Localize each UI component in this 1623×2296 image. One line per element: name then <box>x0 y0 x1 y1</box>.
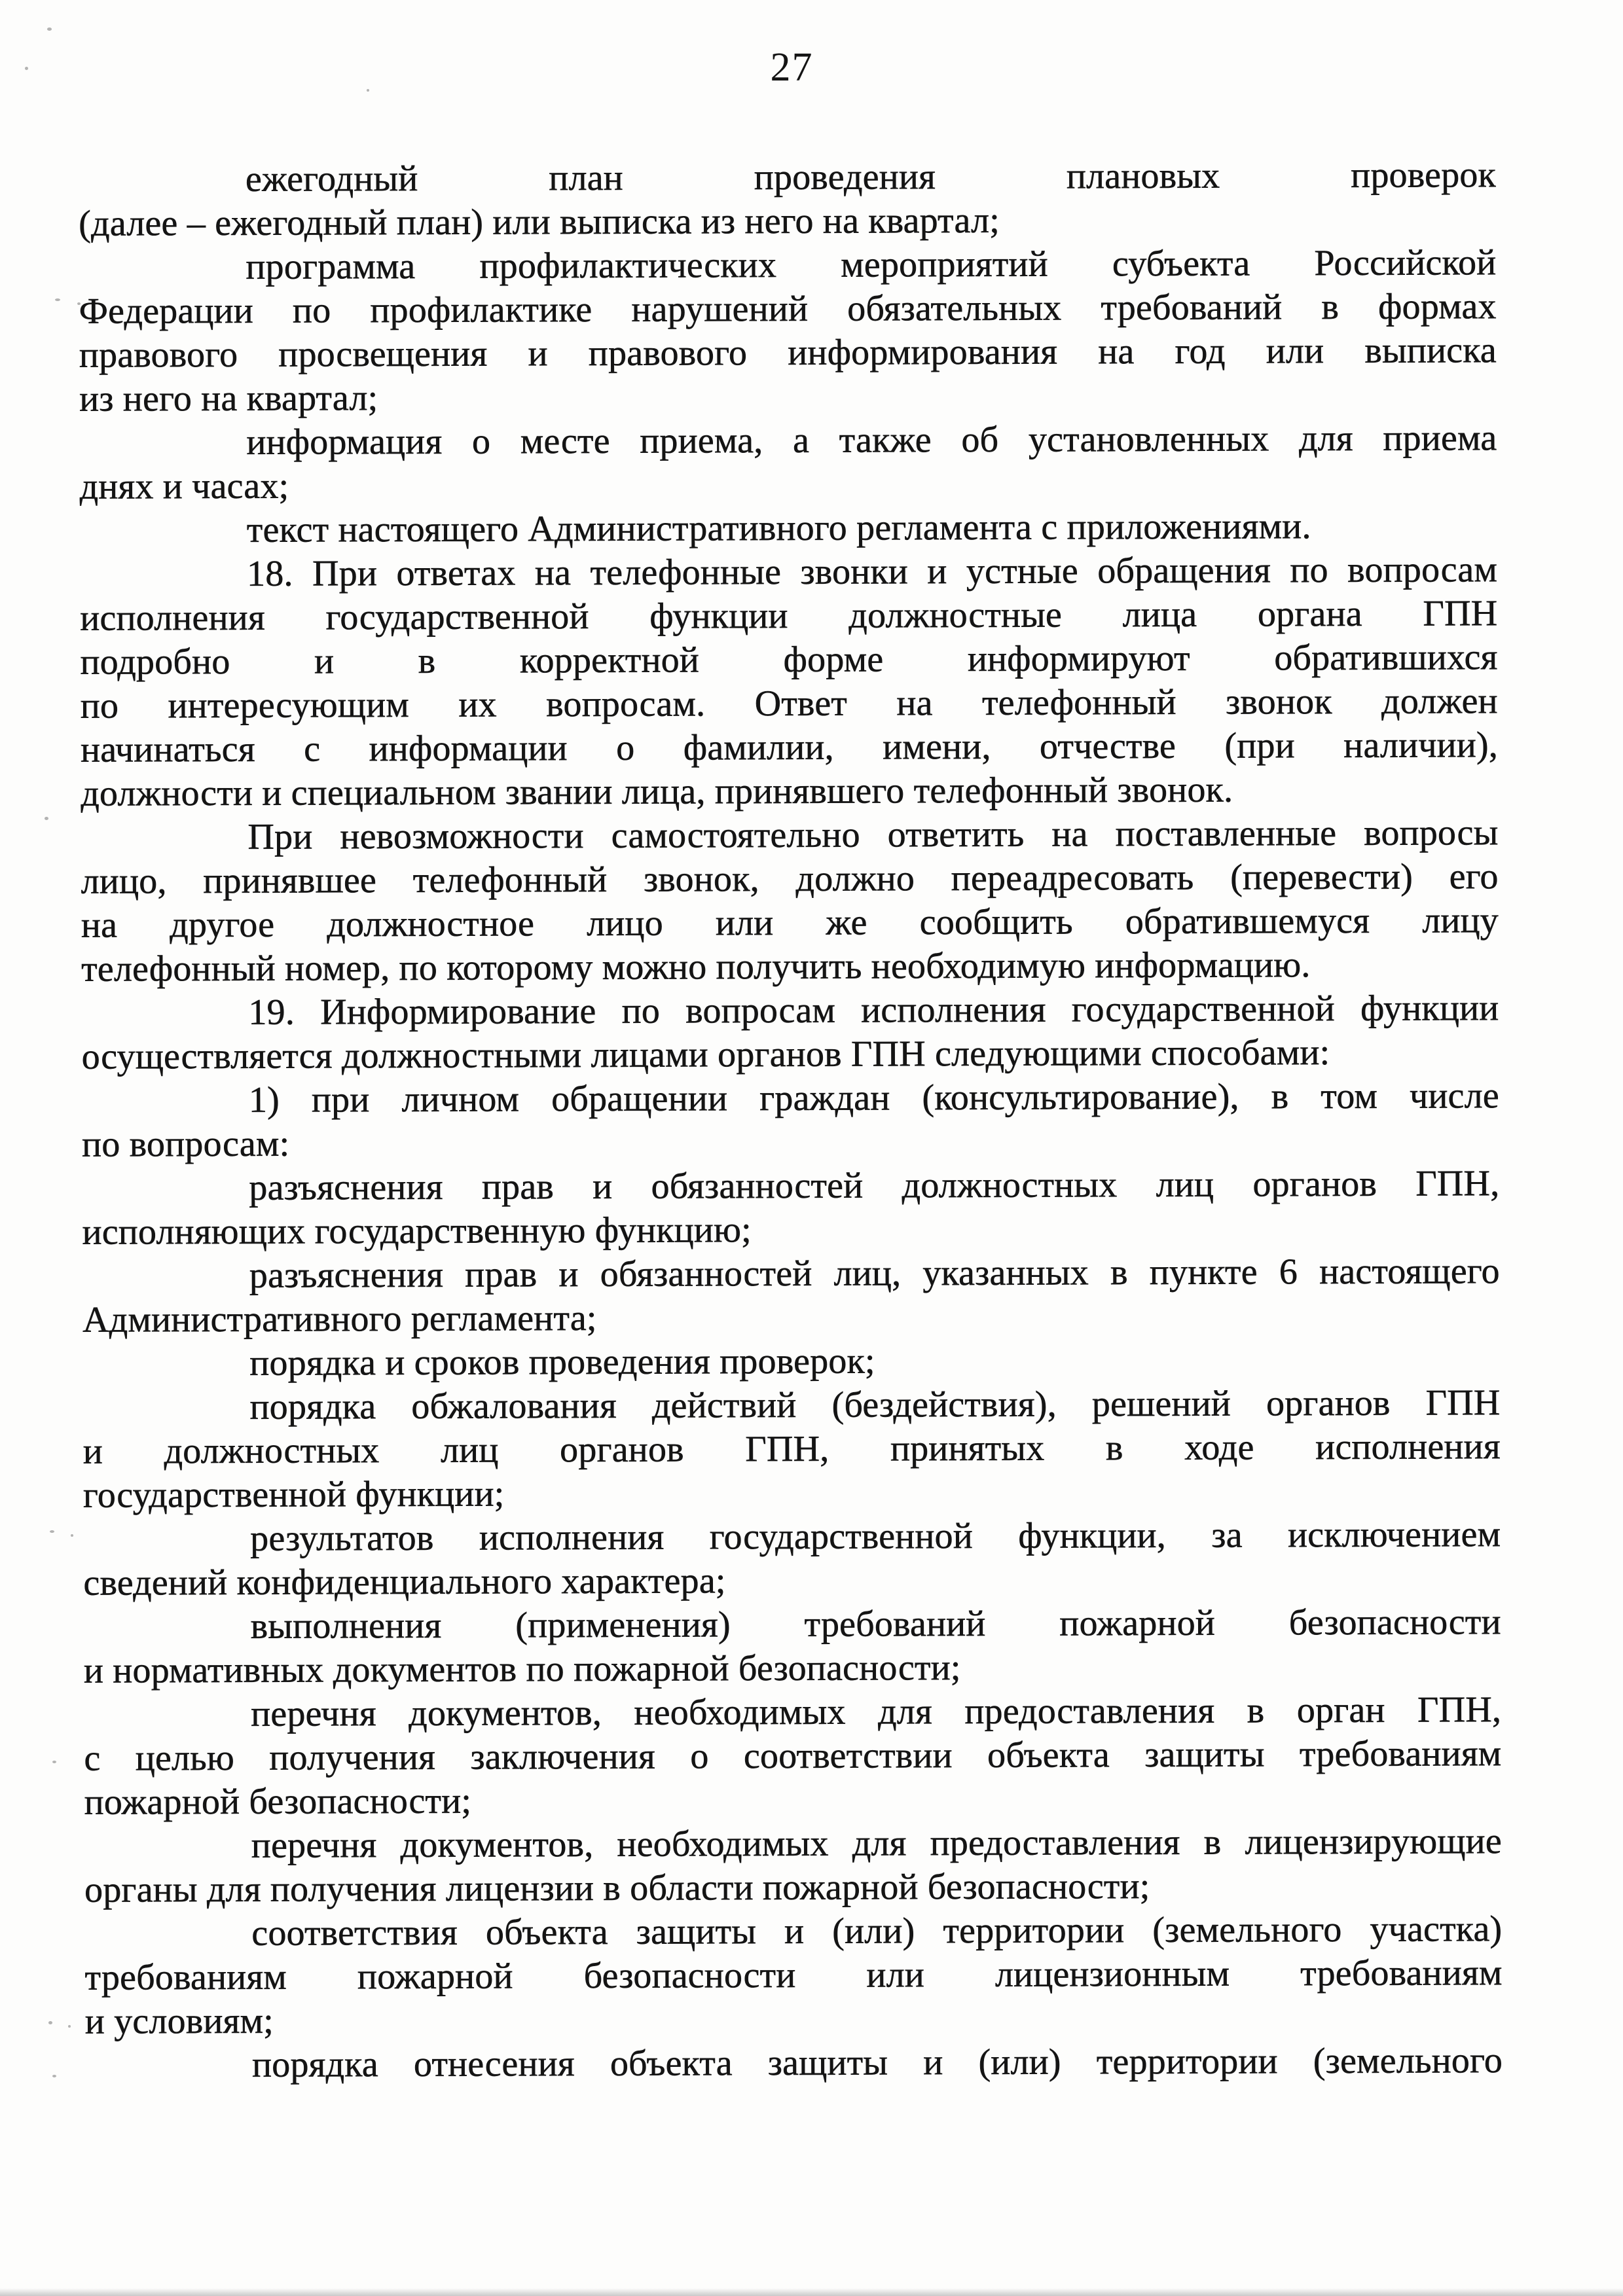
paragraph <box>85 2039 1503 2088</box>
text-line: с целью получения заключения о соответствии объекта защиты требованиям <box>84 1733 1502 1779</box>
text-line: днях и часах; <box>79 465 289 507</box>
paragraph <box>82 1249 1500 1342</box>
text-line: органы для получения лицензии в области пожарной безопасности; <box>84 1866 1150 1910</box>
text-line: сведений конфиденциального характера; <box>83 1560 726 1604</box>
text-line: подробно и в корректной форме информируют обратившихся <box>80 637 1498 683</box>
text-line: осуществляется должностными лицами органов ГПН следующими способами: <box>81 1032 1330 1077</box>
paragraph <box>80 548 1498 816</box>
paragraph <box>79 416 1497 509</box>
paragraph <box>82 1381 1501 1518</box>
document-body <box>79 153 1503 2088</box>
scan-artifact <box>25 67 28 70</box>
paragraph <box>82 1074 1499 1167</box>
scan-artifact <box>55 298 60 301</box>
text-line: Административного регламента; <box>82 1298 597 1340</box>
paragraph <box>82 1162 1499 1255</box>
paragraph <box>81 986 1499 1079</box>
text-line: на другое должностное лицо или же сообщить обратившемуся лицу <box>81 900 1499 946</box>
text-line: соответствия объекта защиты и (или) территории (земельного участка) <box>251 1909 1503 1954</box>
text-line: порядка обжалования действий (бездействия), решений органов ГПН <box>249 1382 1501 1427</box>
scan-artifact <box>52 1761 56 1763</box>
text-line: информация о месте приема, а также об установленных для приема <box>246 418 1497 463</box>
scan-artifact <box>77 302 81 305</box>
text-line: порядка отнесения объекта защиты и (или) территории (земельного <box>251 2040 1503 2085</box>
scan-artifact <box>367 89 369 92</box>
text-line: исполнения государственной функции должностные лица органа ГПН <box>80 593 1498 639</box>
paragraph <box>79 153 1496 246</box>
paragraph <box>84 1600 1501 1693</box>
text-line: (далее – ежегодный план) или выписка из него на квартал; <box>79 200 1000 244</box>
text-line: Федерации по профилактике нарушений обязательных требований в формах <box>79 286 1497 332</box>
scan-artifact <box>47 27 52 31</box>
text-line: выполнения (применения) требований пожарной безопасности <box>250 1602 1501 1647</box>
text-line: должности и специальном звании лица, принявшего телефонный звонок. <box>81 769 1233 814</box>
text-line: При невозможности самостоятельно ответить на поставленные вопросы <box>247 812 1499 857</box>
paragraph <box>84 1907 1503 2044</box>
text-line: 1) при личном обращении граждан (консультирование), в том числе <box>248 1075 1499 1121</box>
text-line: и нормативных документов по пожарной безопасности; <box>83 1647 961 1691</box>
text-line: разъяснения прав и обязанностей должностных лиц органов ГПН, <box>249 1163 1500 1208</box>
text-line: результатов исполнения государственной функции, за исключением <box>250 1514 1501 1559</box>
paragraph <box>81 811 1499 992</box>
text-line: 19. Информирование по вопросам исполнения государственной функции <box>248 988 1499 1033</box>
text-line: ежегодный план проведения плановых проверок <box>245 154 1497 200</box>
text-line: программа профилактических мероприятий субъекта Российской <box>246 242 1497 287</box>
text-line: перечня документов, необходимых для предоставления в лицензирующие <box>251 1821 1502 1866</box>
text-line: по интересующим их вопросам. Ответ на телефонный звонок должен <box>80 681 1498 726</box>
text-line: текст настоящего Административного регламента с приложениями. <box>246 506 1311 550</box>
scan-artifact <box>71 1534 73 1537</box>
scan-artifact <box>45 817 48 820</box>
paragraph <box>79 241 1497 422</box>
text-line: по вопросам: <box>82 1123 290 1165</box>
paragraph <box>80 504 1497 553</box>
scan-artifact <box>52 2075 56 2077</box>
text-line: пожарной безопасности; <box>84 1780 472 1823</box>
scan-artifact <box>68 2025 71 2028</box>
text-line: порядка и сроков проведения проверок; <box>249 1340 875 1384</box>
text-line: государственной функции; <box>82 1473 505 1516</box>
paragraph <box>83 1513 1501 1605</box>
scan-artifact <box>50 1530 54 1533</box>
text-line: перечня документов, необходимых для предоставления в орган ГПН, <box>251 1689 1502 1734</box>
paragraph <box>84 1820 1502 1912</box>
paragraph <box>84 1688 1502 1825</box>
text-line: и условиям; <box>84 2000 274 2042</box>
text-line: и должностных лиц органов ГПН, принятых в ходе исполнения <box>82 1426 1501 1472</box>
text-line: требованиям пожарной безопасности или лицензионным требованиям <box>84 1952 1503 1998</box>
scan-artifact <box>48 2021 52 2024</box>
text-line: начинаться с информации о фамилии, имени, отчестве (при наличии), <box>80 725 1499 770</box>
text-line: телефонный номер, по которому можно получить необходимую информацию. <box>81 944 1311 990</box>
scan-edge-shadow <box>0 2288 1623 2296</box>
text-line: правового просвещения и правового информирования на год или выписка <box>79 330 1497 376</box>
text-line: 18. При ответах на телефонные звонки и устные обращения по вопросам <box>246 549 1498 594</box>
text-line: разъяснения прав и обязанностей лиц, указанных в пункте 6 настоящего <box>249 1251 1500 1296</box>
text-line: из него на квартал; <box>79 378 378 420</box>
page-number: 27 <box>770 45 814 90</box>
paragraph <box>82 1337 1500 1386</box>
text-line: лицо, принявшее телефонный звонок, должно переадресовать (перевести) его <box>81 856 1499 902</box>
text-line: исполняющих государственную функцию; <box>82 1210 752 1253</box>
